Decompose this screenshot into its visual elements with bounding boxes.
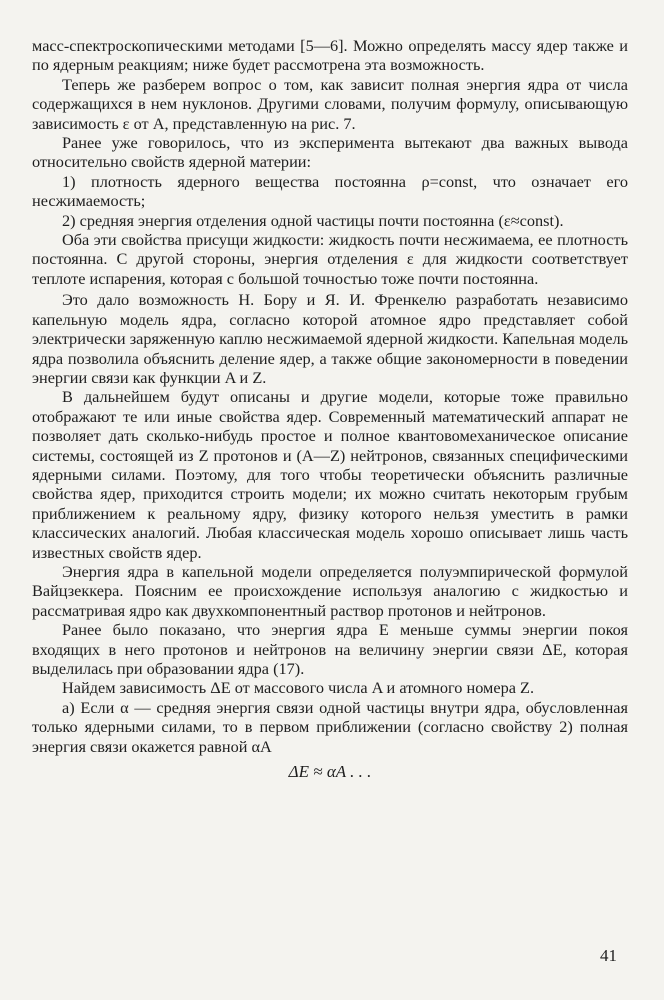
paragraph: Ранее уже говорилось, что из эксперимента вытекают два важных вывода относительно свойств ядерной материи:: [32, 133, 628, 172]
paragraph: а) Если α — средняя энергия связи одной частицы внутри ядра, обусловленная только ядерными силами, то в первом приближении (согласно свойству 2) полная энергия связи окажется равной αA: [32, 697, 628, 756]
paragraph: Оба эти свойства присущи жидкости: жидкость почти несжимаема, ее плотность постоянна. С другой стороны, энергия отделения ε для жидкости соответствует теплоте испарения, которая с большой точностью тоже почти постоянна.: [32, 230, 628, 288]
list-item-1: 1) плотность ядерного вещества постоянна ρ=const, что означает его несжимаемость;: [32, 171, 628, 211]
paragraph: В дальнейшем будут описаны и другие модели, которые тоже правильно отображают те или иные свойства ядер. Современный математический аппарат не позволяет дать сколько-нибудь простое и полное квантовомеханическое описание системы, состоящей из Z протонов и (A—Z) нейтронов, связанных специфическими ядерными силами. Поэтому, для того чтобы теоретически объяснить различные свойства ядер, приходится строить модели; их можно считать некоторым грубым приближением к реальному ядру, физику которого нельзя уместить в рамки классических аналогий. Любая классическая модель хорошо описывает лишь часть известных свойств ядер.: [32, 387, 628, 562]
formula: ΔE ≈ αA . . .: [288, 762, 372, 782]
paragraph: Теперь же разберем вопрос о том, как зависит полная энергия ядра от числа содержащихся в нем нуклонов. Другими словами, получим формулу, описывающую зависимость ε от A, представленную на рис. 7.: [32, 74, 628, 133]
paragraph: Это дало возможность Н. Бору и Я. И. Френкелю разработать независимо капельную модель ядра, согласно которой атомное ядро представляет собой электрически заряженную каплю несжимаемой ядерной жидкости. Капельная модель ядра позволила объяснить деление ядер, а также общие закономерности в поведении энергии связи как функции A и Z.: [32, 290, 628, 387]
list-item-2: 2) средняя энергия отделения одной частицы почти постоянна (ε≈const).: [62, 210, 564, 230]
body-text: [32, 36, 628, 781]
paragraph: Ранее было показано, что энергия ядра E меньше суммы энергии покоя входящих в него протонов и нейтронов на величину энергии связи ΔE, которая выделилась при образовании ядра (17).: [32, 620, 628, 678]
paragraph: Найдем зависимость ΔE от массового числа A и атомного номера Z.: [62, 678, 535, 698]
paragraph-continuation: масс-спектроскопическими методами [5—6]. Можно определять массу ядер также и по ядерным реакциям; ниже будет рассмотрена эта возможность.: [32, 36, 628, 75]
paragraph: Энергия ядра в капельной модели определяется полуэмпирической формулой Вайцзеккера. Поясним ее происхождение используя аналогию с жидкостью и рассматривая ядро как двухкомпонентный раствор протонов и нейтронов.: [32, 561, 628, 620]
page-number: 41: [600, 946, 617, 965]
